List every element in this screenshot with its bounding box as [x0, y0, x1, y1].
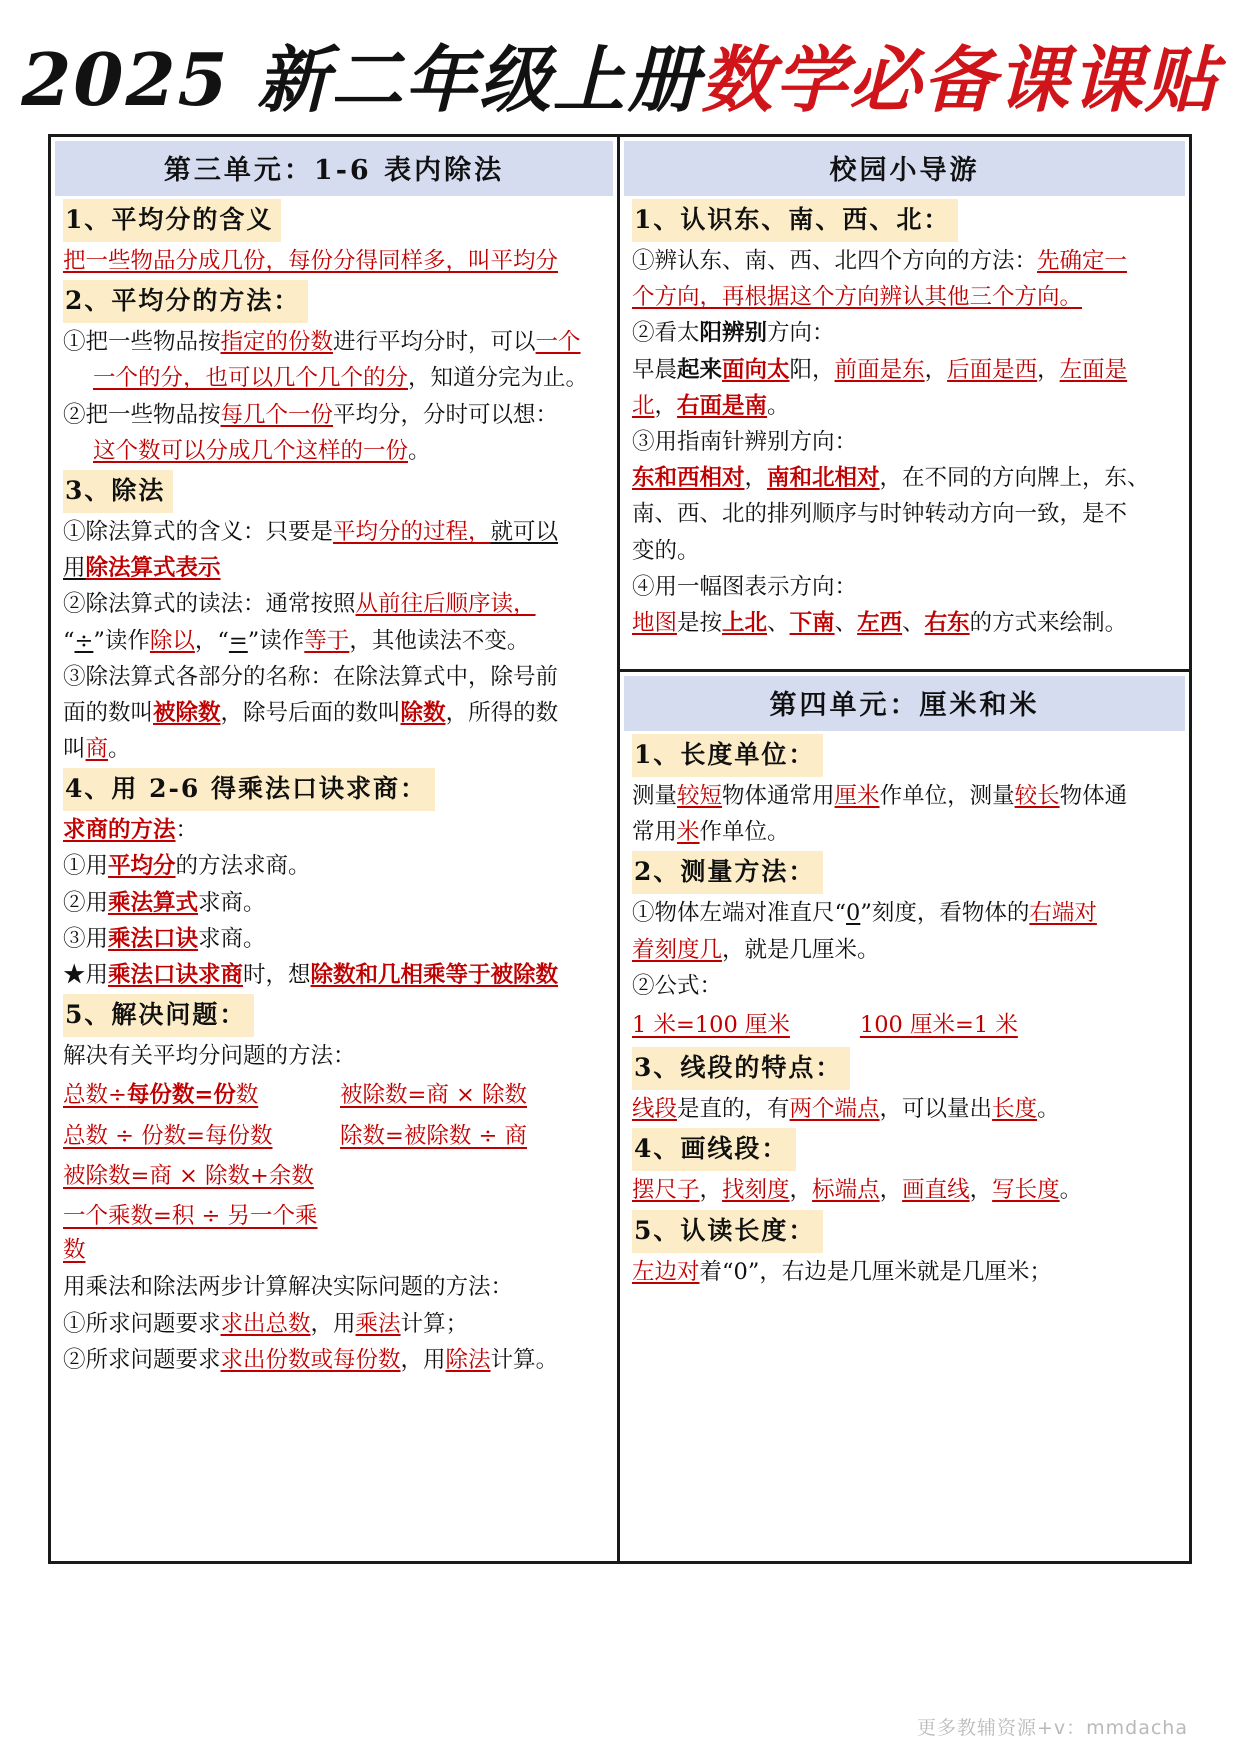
section-line: ④用一幅图表示方向：	[632, 573, 858, 600]
left-column	[51, 137, 620, 1561]
section-heading: 1、认识东、南、西、北：	[632, 198, 1179, 243]
section-heading: 1、长度单位：	[632, 733, 1179, 778]
section-line: ①除法算式的含义：只要是平均分的过程，就可以	[63, 518, 559, 545]
right-column	[620, 137, 1189, 1561]
unit4-formula-row	[632, 1004, 1179, 1046]
section-line: 早晨起来面向太阳，前面是东，后面是西，左面是	[632, 356, 1128, 383]
section-line: 面的数叫被除数，除号后面的数叫除数，所得的数	[63, 699, 559, 726]
section-line: ②用乘法算式求商。	[63, 889, 266, 916]
section-heading: 4、画线段：	[632, 1127, 1179, 1172]
section-heading: 2、平均分的方法：	[63, 279, 607, 324]
page-title-red: 数学必备课课贴	[700, 37, 1219, 122]
unit4-banner: 第四单元：厘米和米	[624, 676, 1185, 731]
section-line: 地图是按上北、下南、左西、右东的方式来绘制。	[632, 609, 1128, 636]
section-line: 北，右面是南。	[632, 392, 790, 419]
page-title-black: 2025 新二年级上册	[21, 37, 701, 122]
section-line: 一个的分，也可以几个几个的分，知道分完为止。	[93, 365, 589, 392]
section-line: ①所求问题要求求出总数，用乘法计算；	[63, 1310, 469, 1337]
section-line: 变的。	[632, 537, 700, 564]
section-line: ③用指南针辨别方向：	[632, 428, 858, 455]
section-line: 这个数可以分成几个这样的一份。	[93, 437, 431, 464]
section-line: 着刻度几，就是几厘米。	[632, 936, 880, 963]
section-line: 求商的方法：	[63, 817, 199, 844]
section-line: 解决有关平均分问题的方法：	[63, 1043, 356, 1070]
section-line: ★用乘法口诀求商时，想除数和几相乘等于被除数	[63, 962, 559, 988]
section-line: ②公式：	[632, 972, 723, 999]
section-line: ②所求问题要求求出份数或每份数，用除法计算。	[63, 1346, 559, 1373]
section-line: ②除法算式的读法：通常按照从前往后顺序读，	[63, 591, 536, 618]
unit4-body	[620, 733, 1189, 1296]
section-line: ①辨认东、南、西、北四个方向的方法：先确定一	[632, 248, 1128, 274]
section-line: ②看太阳辨别方向：	[632, 320, 835, 347]
section-line: “÷”读作除以，“=”读作等于，其他读法不变。	[63, 627, 530, 654]
section-line: 线段是直的，有两个端点，可以量出长度。	[632, 1096, 1060, 1123]
page-title	[0, 0, 1240, 134]
unit3-body	[51, 198, 617, 1384]
section-line: 左边对着“0”，右边是几厘米就是几厘米；	[632, 1258, 1052, 1285]
formula-item: 100 厘米=1 米	[859, 1011, 1018, 1038]
section-heading: 1、平均分的含义	[63, 198, 607, 243]
campus-guide-body	[620, 198, 1189, 647]
formula-item: 被除数=商 × 除数+余数	[63, 1162, 314, 1189]
watermark: 更多教辅资源+v：mmdacha	[916, 1717, 1188, 1739]
section-line: ①用平均分的方法求商。	[63, 853, 311, 880]
section-line: 摆尺子，找刻度，标端点，画直线，写长度。	[632, 1177, 1083, 1204]
formula-item: 总数 ÷ 份数=每份数	[63, 1122, 273, 1149]
content-sheet	[48, 134, 1192, 1564]
section-line: 叫商。	[63, 736, 131, 763]
section-heading: 5、认读长度：	[632, 1209, 1179, 1254]
section-line: 用除法算式表示	[63, 555, 221, 582]
campus-guide-panel	[620, 137, 1189, 672]
formula-item: 除数=被除数 ÷ 商	[340, 1122, 528, 1149]
section-line: 用乘法和除法两步计算解决实际问题的方法：	[63, 1274, 514, 1301]
section-heading: 2、测量方法：	[632, 850, 1179, 895]
section-heading: 3、除法	[63, 469, 607, 514]
unit3-banner: 第三单元：1-6 表内除法	[55, 141, 613, 196]
section-line: 测量较短物体通常用厘米作单位，测量较长物体通	[632, 783, 1128, 809]
section-line: 常用米作单位。	[632, 819, 790, 846]
section-line: ②把一些物品按每几个一份平均分，分时可以想：	[63, 401, 559, 428]
section-heading: 4、用 2-6 得乘法口诀求商：	[63, 767, 607, 812]
section-line: 把一些物品分成几份，每份分得同样多，叫平均分	[63, 248, 559, 274]
section-heading: 5、解决问题：	[63, 993, 607, 1038]
formula-spacer	[340, 1197, 607, 1269]
section-line: 个方向，再根据这个方向辨认其他三个方向。	[632, 284, 1083, 311]
section-line: ③用乘法口诀求商。	[63, 925, 266, 952]
formula-spacer	[340, 1157, 607, 1195]
campus-guide-banner: 校园小导游	[624, 141, 1185, 196]
unit3-panel	[51, 137, 617, 1384]
section-line: ③除法算式各部分的名称：在除法算式中，除号前	[63, 663, 559, 690]
section-line: 东和西相对，南和北相对，在不同的方向牌上，东、	[632, 465, 1150, 492]
section-line: ①把一些物品按指定的份数进行平均分时，可以一个	[63, 329, 581, 356]
section-line: 南、西、北的排列顺序与时钟转动方向一致，是不	[632, 501, 1128, 528]
formula-grid	[63, 1074, 607, 1269]
formula-item: 1 米=100 厘米	[632, 1011, 790, 1038]
unit4-panel	[620, 672, 1189, 1296]
formula-item: 被除数=商 × 除数	[340, 1082, 528, 1109]
section-heading: 3、线段的特点：	[632, 1046, 1179, 1091]
formula-item: 一个乘数=积 ÷ 另一个乘数	[63, 1202, 318, 1264]
section-line: ①物体左端对准直尺“0”刻度，看物体的右端对	[632, 900, 1097, 927]
formula-item: 总数÷每份数=份数	[63, 1082, 259, 1109]
